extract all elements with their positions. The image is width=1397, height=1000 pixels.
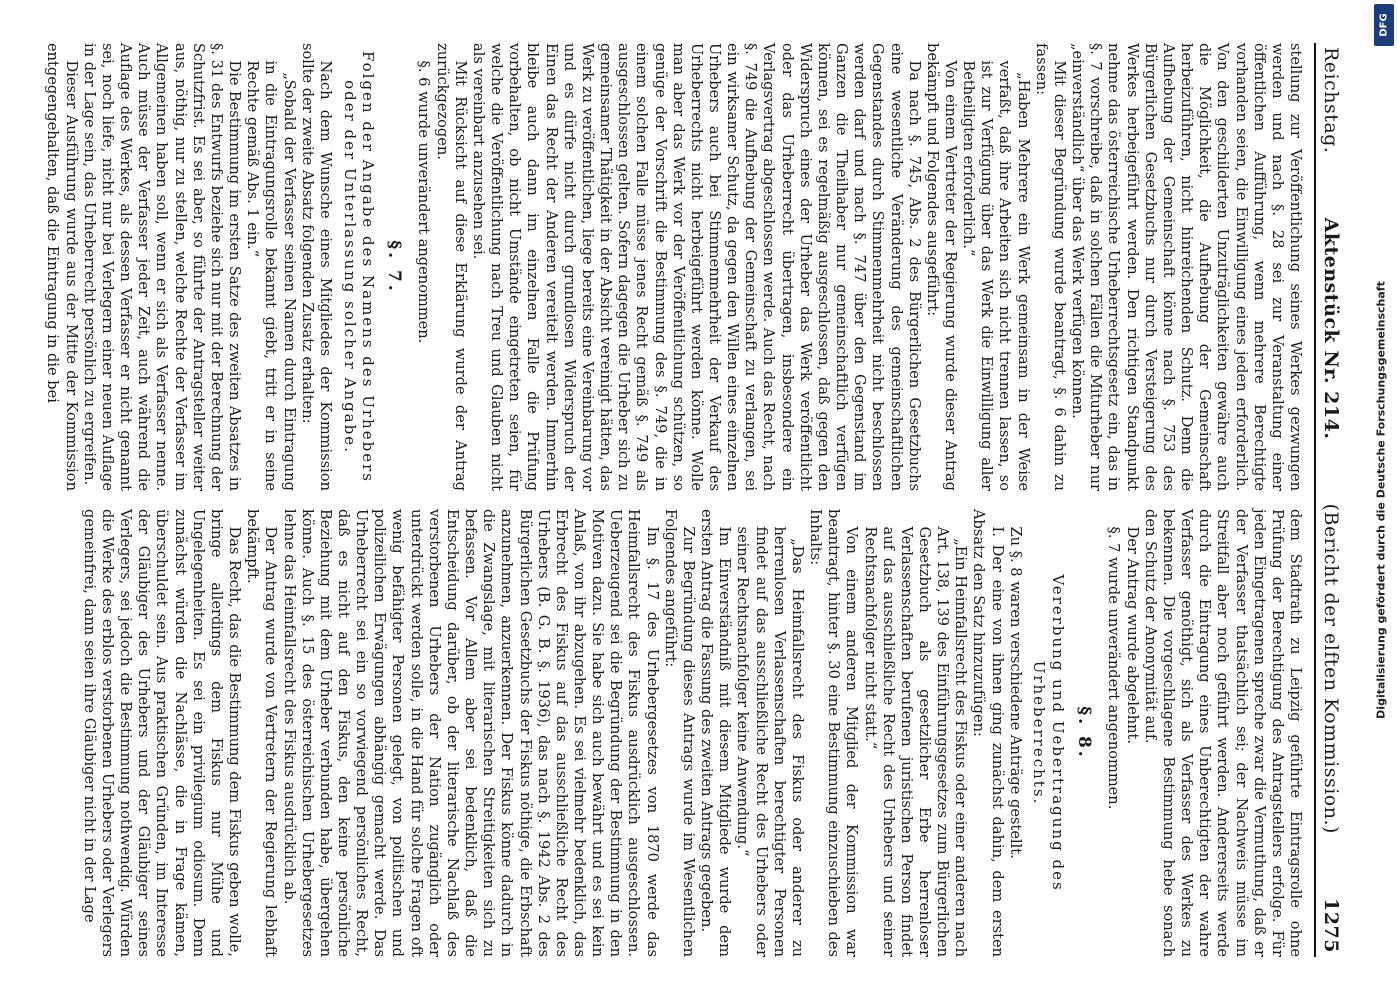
paragraph: Mit dieser Begründung wurde beantragt, §. 6 dahin zu fassen: [1032, 43, 1068, 491]
paragraph: Der Antrag wurde abgelehnt. [1123, 526, 1141, 745]
paragraph: Im §. 17 des Urhebergesetzes von 1870 werde das Heimfallsrecht des Fiskus ausdrücklich ausgeschlossen. Ueberzeugend sei die Begründung der Bestimmung in den Motiven dazu. Sie habe sich auch bewährt und es sei kein Anlaß, von ihr abzugehen. Es sei vielmehr bedenklich, das Erbrecht des Fiskus auf das ausschließliche Recht des Urhebers (B. G. B. §. 1936), das nach §. 1942 Abs. 2 des Bürgerlichen Gesetzbuchs der Fiskus nöthige, die Erbschaft anzunehmen, anzuerkennen. Der Fiskus könne dadurch in die Zwangslage, mit literarischen Streitigkeiten sich zu befassen. Vor Allem aber sei bedenklich, daß die Entscheidung darüber, ob der literarische Nachlaß des verstorbenen Urhebers der Nation zugänglich oder unterdrückt werden solle, in die Hand für solche Fragen oft wenig befähigter Personen gelegt, von politischen und polizeilichen Erwägungen abhängig gemacht werde. Das Urheberrecht sei ein so vorwiegend persönliches Recht, daß es nicht auf den Fiskus, den keine persönliche Beziehung mit dem Urheber verbunden habe, übergehen könne. Auch §. 15 des österreichischen Urhebergesetzes lehne das Heimfallsrecht des Fiskus ausdrücklich ab. [280, 509, 661, 957]
paragraph: Nach dem Wunsche eines Mitgliedes der Kommission sollte der zweite Absatz folgenden Zusatz erhalten: [298, 43, 334, 491]
paragraph: Mit Rücksicht auf diese Erklärung wurde der Antrag zurückgezogen. [433, 43, 469, 491]
paragraph: I. Der eine von ihnen ging zunächst dahin, dem ersten Absatz den Satz hinzuzufügen: [970, 509, 1006, 957]
page-number: 1275 [1320, 898, 1342, 953]
paragraph: Von einem anderen Mitglied der Kommission war beantragt, hinter §. 30 eine Bestimmung einzuschieben des Inhalts: [807, 509, 861, 957]
paragraph: Der Antrag wurde von Vertretern der Regierung lebhaft bekämpft. [244, 509, 280, 957]
paragraph: Zur Begründung dieses Antrags wurde im Wesentlichen Folgendes angeführt: [661, 509, 697, 957]
paragraph: „Das Heimfallsrecht des Fiskus oder anderer zu herrenlosen Verlassenschaften berechtigter Personen findet auf das ausschließliche Recht des Urhebers oder seiner Rechtsnachfolger keine Anwendung.“ [734, 526, 806, 957]
dfg-logo-text: DFG [1378, 13, 1390, 37]
section-heading: Vererbung und Uebertragung des Urheberrechts. [1030, 574, 1068, 892]
paragraph: Das Recht, das die Bestimmung dem Fiskus geben wolle, bringe allerdings dem Fiskus nur Mühe und Ungelegenheiten. Es sei ein privilegium odiosum. Denn zunächst würden die Nachlässe, die in Frage kämen, überschuldet sein. Aus praktischen Gründen, im Interesse der Gläubiger des Urhebers und der Gläubiger seines Verlegers, sei jedoch die Bestimmung nothwendig. Würden die Werke des erblos verstorbenen Urhebers oder Verlegers gemeinfrei, dann seien ihre Gläubiger nicht in der Lage [80, 509, 244, 957]
paragraph: §. 6 wurde unverändert angenommen. [415, 60, 433, 344]
dfg-logo [1374, 4, 1394, 46]
paragraph: Die Bestimmung im ersten Satze des zweiten Absatzes in §. 31 des Entwurfs beziehe sich nur mit der Berechnung der Schutzfrist. Es sei aber, so führte der Antragsteller weiter aus, nöthig, nur zu stellen, welche Rechte der Verfasser im Allgemeinen haben soll, wenn er sich als Verfasser nenne. Auch müsse der Verfasser jeder Zeit, auch während die Auflage des Werkes, als dessen Verfasser er nicht genannt sei, noch liefe, nicht nur bei Verlegern einer neuen Auflage in der Lage sein, das Urheberrecht persönlich zu ergreifen. [80, 43, 244, 491]
header-commission: (Bericht der elften Kommission.) [1320, 503, 1342, 834]
paragraph: Von einem Vertreter der Regierung wurde dieser Antrag bekämpft und Folgendes ausgeführt: [923, 43, 960, 491]
paragraph: §. 7 wurde unverändert angenommen. [1105, 526, 1123, 810]
side-note [1367, 0, 1395, 1000]
column-right [74, 509, 1304, 957]
header-center: Aktenstück Nr. 214. [1320, 217, 1342, 440]
paragraph: Zu §. 8 waren verschiedene Anträge gestellt. [1006, 526, 1024, 859]
paragraph: „Sobald der Verfasser seinen Namen durch Eintragung in die Eintragungsrolle bekannt giebt, tritt er in seine Rechte gemäß Abs. 1 ein.“ [244, 60, 298, 491]
section-number: §. 7. [384, 240, 405, 294]
document-page [44, 35, 1348, 965]
paragraph: Im Einverständniß mit diesem Mitgliede wurde dem ersten Antrag die Fassung des zweiten Antrags gegeben. [698, 509, 734, 957]
paragraph: „Haben Mehrere ein Werk gemeinsam in der Weise verfaßt, daß ihre Arbeiten sich nicht trennen lassen, so ist zur Verfügung über das Werk die Einwilligung aller Betheiligten erforderlich.“ [960, 60, 1032, 491]
header-left: Reichstag. [1320, 47, 1342, 154]
dfg-attribution: Digitalisierung gefördert durch die Deutsche Forschungsgemeinschaft [1374, 281, 1388, 719]
paragraph: Dieser Ausführung wurde aus der Mitte der Kommission entgegengehalten, daß die Eintragung in die bei [44, 43, 80, 491]
paragraph: „Ein Heimfallsrecht des Fiskus oder einer anderen nach Art. 138, 139 des Einführungsgesetzes zum Bürgerlichen Gesetzbuch als gesetzlicher Erbe herrenloser Verlassenschaften berufenen juristischen Person findet auf das ausschließliche Recht des Urhebers und seiner Rechtsnachfolger nicht statt.“ [861, 526, 970, 957]
section-heading: Folgen der Angabe des Namens des Urhebers oder der Unterlassung solcher Angabe. [340, 51, 378, 483]
page-header [1314, 43, 1348, 957]
paragraph: stellung zur Veröffentlichung seines Werkes gezwungen werden und nach §. 28 sei zur Veranstaltung einer öffentlichen Aufführung, wenn mehrere Berechtigte vorhanden seien, die Einwilligung eines jeden erforderlich. Von den geschilderten Unzuträglichkeiten gewähre auch die Möglichkeit, die Aufhebung der Gemeinschaft herbeizuführen, nicht hinreichenden Schutz. Denn die Aufhebung der Gemeinschaft könne nach §. 753 des Bürgerlichen Gesetzbuchs nur durch Versteigerung des Werkes herbeigeführt werden. Den richtigen Standpunkt nehme das österreichische Urheberrechtsgesetz ein, das in §. 7 vorschreibe, daß in solchen Fällen die Miturheber nur „einverständlich“ über das Werk verfügen können. [1069, 43, 1304, 491]
paragraph: Da nach §. 745, Abs. 2 des Bürgerlichen Gesetzbuchs eine wesentliche Veränderung des gemeinschaftlichen Gegenstandes durch Stimmenmehrheit nicht beschlossen werden darf und nach §. 747 über den Gegenstand im Ganzen die Theilhaber nur gemeinschaftlich verfügen können, sei es regelmäßig ausgeschlossen, daß gegen den Widerspruch eines der Urheber das Werk veröffentlicht oder das Urheberrecht übertragen, insbesondere ein Verlagsvertrag abgeschlossen werde. Auch das Recht, nach §. 749 die Aufhebung der Gemeinschaft zu verlangen, sei ein wirksamer Schutz, da gegen den Willen eines einzelnen Urhebers auch bei Stimmenmehrheit der Verkauf des Urheberrechts nicht herbeigeführt werden könne. Wolle man aber das Werk vor der Veröffentlichung schützen, so genüge der Vorschrift die Bestimmung des §. 749, die in einem solchen Falle müsse jenes Recht gemäß §. 749 als ausgeschlossen gelten. Sofern dagegen die Urheber sich zu gemeinsamer Thätigkeit in der Absicht vereinigt hätten, das Werk zu veröffentlichen, liege bereits eine Vereinbarung vor und es dürfe nicht durch grundlosen Widerspruch der Einen das Recht der Anderen vereitelt werden. Immerhin bleibe auch dann im einzelnen Falle die Prüfung vorbehalten, ob nicht Umstände eingetreten seien, für welche die Veröffentlichung nach Treu und Glauben nicht als vereinbart anzusehen sei. [469, 43, 923, 491]
paragraph: dem Stadtrath zu Leipzig geführte Eintragsrolle ohne Prüfung der Berechtigung des Antragstellers erfolge. Für jeden Eingetragenen spreche zwar die Vermuthung, daß er der Verfasser thatsächlich sei; der Nachweis müsse im Streitfall aber noch geführt werden. Andererseits werde durch die Eintragung eines Unberechtigten der wahre Verfasser genöthigt, sich als Verfasser des Werkes zu bekennen. Die vorgeschlagene Bestimmung hebe sonach den Schutz der Anonymität auf. [1141, 509, 1304, 957]
column-left [44, 43, 1304, 491]
section-number: §. 8. [1074, 706, 1095, 760]
text-columns [44, 43, 1304, 957]
